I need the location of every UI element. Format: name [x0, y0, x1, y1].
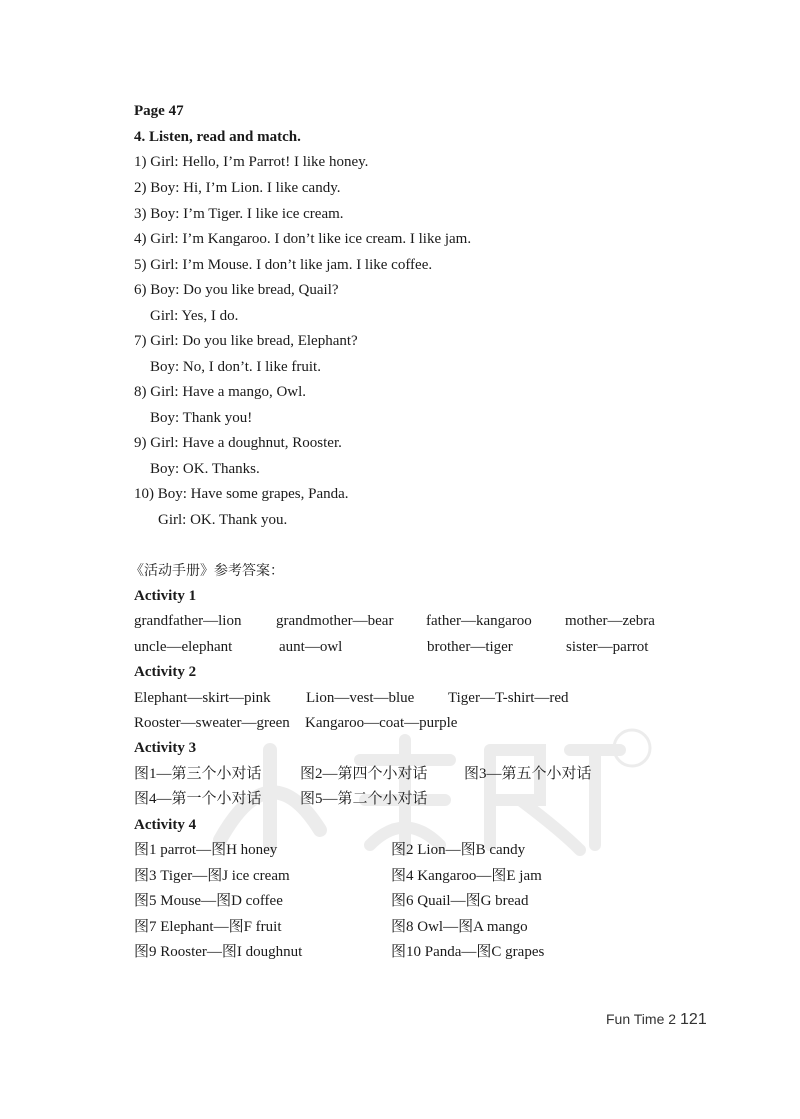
- answer-cell: 图7 Elephant—图F fruit: [134, 919, 282, 935]
- dialogue-line: Boy: Thank you!: [150, 410, 253, 426]
- answer-cell: Lion—vest—blue: [306, 690, 415, 706]
- activity4-row: [134, 891, 694, 911]
- answer-cell: 图1 parrot—图H honey: [134, 842, 278, 858]
- answer-cell: Rooster—sweater—green: [134, 715, 290, 731]
- answer-cell: 图10 Panda—图C grapes: [391, 944, 545, 960]
- page-number: 121: [680, 1011, 707, 1028]
- activity4-row: [134, 866, 694, 886]
- dialogue-line: 7) Girl: Do you like bread, Elephant?: [134, 333, 358, 349]
- answer-cell: brother—tiger: [427, 639, 513, 655]
- footer-book-title: Fun Time 2: [606, 1011, 677, 1027]
- activity1-row: [134, 637, 694, 657]
- answer-cell: 图8 Owl—图A mango: [391, 919, 528, 935]
- answer-cell: 图6 Quail—图G bread: [391, 893, 529, 909]
- answer-cell: 图3 Tiger—图J ice cream: [134, 868, 290, 884]
- dialogue-line: 1) Girl: Hello, I’m Parrot! I like honey.: [134, 154, 369, 170]
- dialogue-line: 9) Girl: Have a doughnut, Rooster.: [134, 435, 342, 451]
- dialogue-line: 5) Girl: I’m Mouse. I don’t like jam. I like coffee.: [134, 257, 433, 273]
- answer-cell: 图3—第五个小对话: [464, 766, 592, 782]
- activity4-title: Activity 4: [134, 817, 197, 833]
- answer-cell: 图5 Mouse—图D coffee: [134, 893, 283, 909]
- answer-cell: Elephant—skirt—pink: [134, 690, 271, 706]
- activity3-row: [134, 789, 694, 809]
- answer-cell: grandmother—bear: [276, 613, 394, 629]
- workbook-heading: 《活动手册》参考答案：: [130, 563, 284, 579]
- activity4-row: [134, 917, 694, 937]
- dialogue-line: Girl: OK. Thank you.: [158, 512, 288, 528]
- activity1-title: Activity 1: [134, 588, 197, 604]
- answer-cell: 图4 Kangaroo—图E jam: [391, 868, 542, 884]
- dialogue-line: 2) Boy: Hi, I’m Lion. I like candy.: [134, 180, 341, 196]
- activity3-title: Activity 3: [134, 740, 197, 756]
- activity3-row: [134, 764, 694, 784]
- answer-cell: grandfather—lion: [134, 613, 242, 629]
- dialogue-line: 3) Boy: I’m Tiger. I like ice cream.: [134, 206, 344, 222]
- answer-cell: mother—zebra: [565, 613, 655, 629]
- page-heading: Page 47: [134, 103, 184, 119]
- dialogue-line: Boy: No, I don’t. I like fruit.: [150, 359, 321, 375]
- dialogue-line: 6) Boy: Do you like bread, Quail?: [134, 282, 339, 298]
- answer-cell: aunt—owl: [279, 639, 343, 655]
- activity4-row: [134, 840, 694, 860]
- answer-cell: Tiger—T-shirt—red: [448, 690, 569, 706]
- answer-cell: 图4—第一个小对话: [134, 791, 262, 807]
- activity2-row: [134, 713, 694, 733]
- answer-cell: 图2 Lion—图B candy: [391, 842, 526, 858]
- answer-cell: 图5—第二个小对话: [300, 791, 428, 807]
- answer-cell: Kangaroo—coat—purple: [305, 715, 458, 731]
- answer-cell: sister—parrot: [566, 639, 649, 655]
- dialogue-line: Girl: Yes, I do.: [150, 308, 239, 324]
- answer-cell: 图9 Rooster—图I doughnut: [134, 944, 303, 960]
- answer-cell: uncle—elephant: [134, 639, 233, 655]
- answer-cell: 图1—第三个小对话: [134, 766, 262, 782]
- activity2-title: Activity 2: [134, 664, 197, 680]
- answer-cell: father—kangaroo: [426, 613, 532, 629]
- exercise-title: 4. Listen, read and match.: [134, 129, 301, 145]
- activity1-row: [134, 611, 694, 631]
- dialogue-line: Boy: OK. Thanks.: [150, 461, 260, 477]
- activity2-row: [134, 688, 694, 708]
- activity4-row: [134, 942, 694, 962]
- answer-cell: 图2—第四个小对话: [300, 766, 428, 782]
- page-footer: [606, 1011, 707, 1029]
- dialogue-line: 4) Girl: I’m Kangaroo. I don’t like ice cream. I like jam.: [134, 231, 472, 247]
- dialogue-line: 8) Girl: Have a mango, Owl.: [134, 384, 307, 400]
- dialogue-line: 10) Boy: Have some grapes, Panda.: [134, 486, 349, 502]
